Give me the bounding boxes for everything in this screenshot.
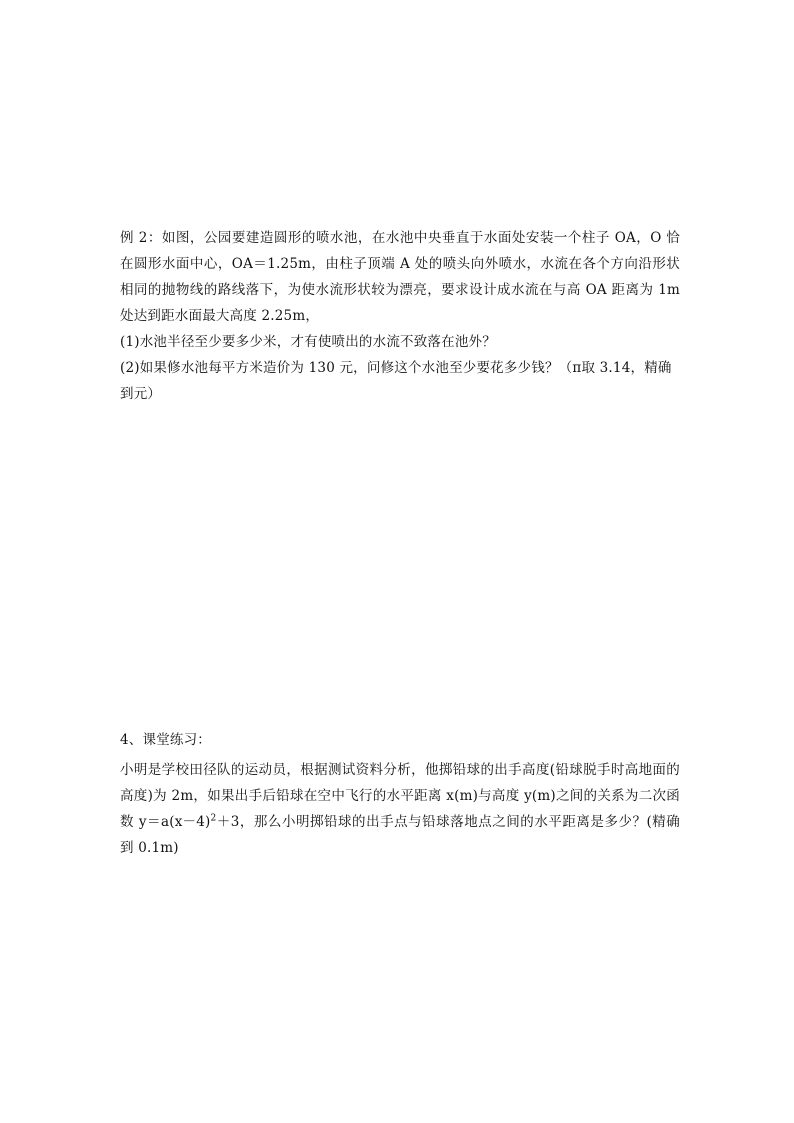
example-2-question-1: (1)水池半径至少要多少米，才有使喷出的水流不致落在池外？ xyxy=(120,334,496,350)
practice-body-part-2: ＋3，那么小明掷铅球的出手点与铅球落地点之间的水平距离是多少？(精确到 0.1m) xyxy=(120,814,681,856)
practice-heading: 4、课堂练习： xyxy=(120,732,211,748)
practice-body xyxy=(120,757,680,861)
practice-body-part-1: 小明是学校田径队的运动员，根据测试资料分析，他掷铅球的出手高度(铅球脱手时高地面的高度)为 2m，如果出手后铅球在空中飞行的水平距离 x(m)与高度 y(m)之间的关系为二次函数 y＝a(x－4) xyxy=(120,762,680,830)
practice-section xyxy=(120,727,680,861)
example-2-question-2: (2)如果修水池每平方米造价为 130 元，问修这个水池至少要花多少钱？（π取 3.14，精确到元） xyxy=(120,360,672,402)
example-2-body: 例 2：如图，公园要建造圆形的喷水池，在水池中央垂直于水面处安装一个柱子 OA，O 恰在圆形水面中心，OA＝1.25m，由柱子顶端 A 处的喷头向外喷水，水流在各个方向沿形状相同的抛物线的路线落下，为使水流形状较为漂亮，要求设计成水流在与高 OA 距离为 1m 处达到距水面最大高度 2.25m， xyxy=(120,230,680,324)
example-2-section xyxy=(120,225,680,407)
practice-exponent: 2 xyxy=(210,813,217,824)
